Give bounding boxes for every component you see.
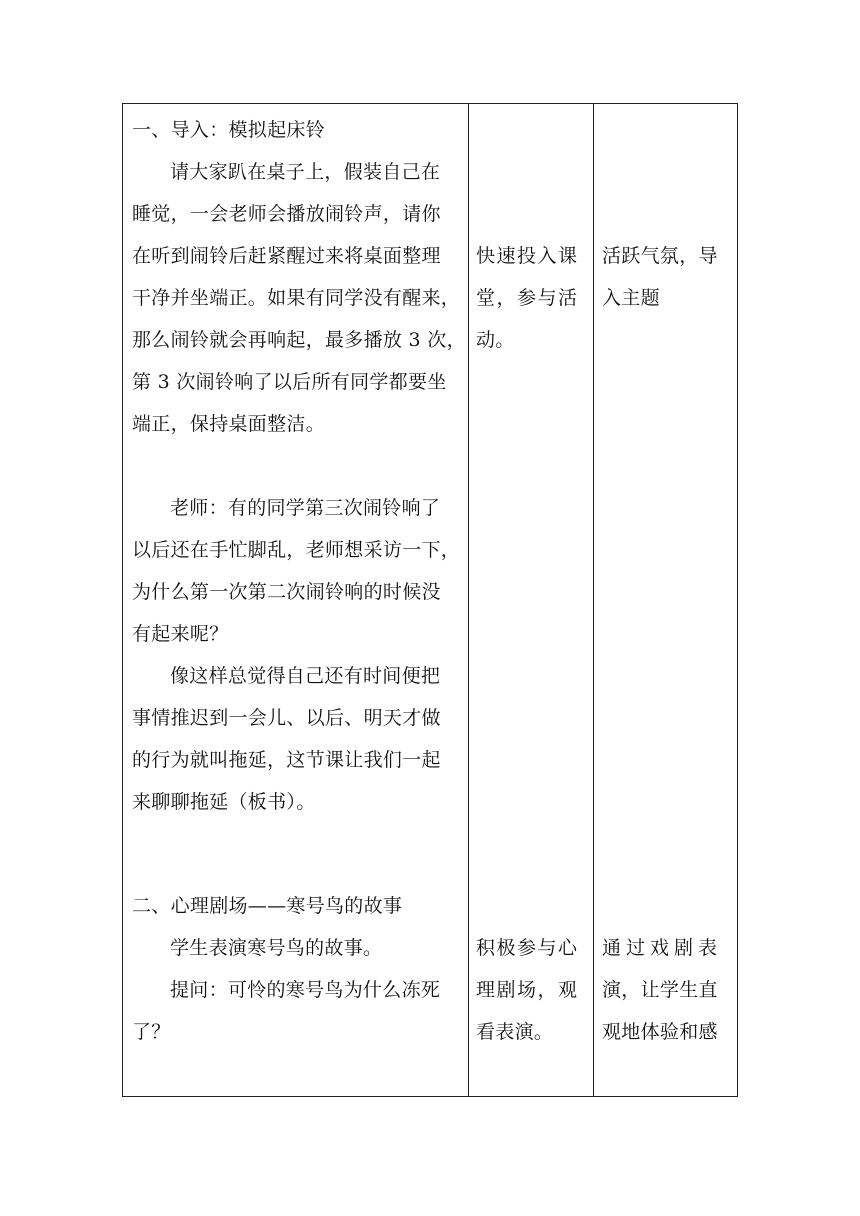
- text-line: 睡觉，一会老师会播放闹铃声，请你: [132, 203, 441, 225]
- text-line: 理剧场，观: [476, 979, 579, 1001]
- text-line: 来聊聊拖延（板书）。: [132, 791, 316, 813]
- column-divider: [468, 104, 469, 1096]
- lesson-plan-table: [122, 103, 738, 1097]
- text-line: 动。: [476, 329, 515, 351]
- text-line: 那么闹铃就会再响起，最多播放 3 次，: [132, 329, 466, 351]
- text-line: 快速投入课: [476, 245, 579, 267]
- text-line: 活跃气氛，导: [602, 245, 718, 267]
- text-line: 老师：有的同学第三次闹铃响了: [170, 497, 441, 519]
- text-line: 第 3 次闹铃响了以后所有同学都要坐: [132, 371, 447, 393]
- text-line: 堂，参与活: [476, 287, 579, 309]
- text-line: 演，让学生直: [602, 979, 718, 1001]
- text-line: 的行为就叫拖延，这节课让我们一起: [132, 749, 441, 771]
- text-line: 入主题: [602, 287, 660, 309]
- text-line: 为什么第一次第二次闹铃响的时候没: [132, 581, 441, 603]
- text-line: 通过戏剧表: [602, 937, 723, 959]
- text-line: 端正，保持桌面整洁。: [132, 413, 326, 435]
- text-line: 有起来呢？: [132, 623, 229, 645]
- text-line: 请大家趴在桌子上，假装自己在: [170, 161, 441, 183]
- text-line: 提问：可怜的寒号鸟为什么冻死: [170, 979, 441, 1001]
- text-line: 事情推迟到一会儿、以后、明天才做: [132, 707, 441, 729]
- text-line: 学生表演寒号鸟的故事。: [170, 937, 383, 959]
- text-line: 观地体验和感: [602, 1021, 718, 1043]
- text-line: 了？: [132, 1021, 171, 1043]
- text-line: 像这样总觉得自己还有时间便把: [170, 665, 441, 687]
- text-line: 以后还在手忙脚乱，老师想采访一下，: [132, 539, 461, 561]
- section-heading: 一、导入：模拟起床铃: [132, 119, 326, 141]
- text-line: 干净并坐端正。如果有同学没有醒来，: [132, 287, 461, 309]
- text-line: 看表演。: [476, 1021, 554, 1043]
- text-line: 在听到闹铃后赶紧醒过来将桌面整理: [132, 245, 441, 267]
- section-heading: 二、心理剧场——寒号鸟的故事: [132, 895, 403, 917]
- column-divider: [593, 104, 594, 1096]
- text-line: 积极参与心: [476, 937, 579, 959]
